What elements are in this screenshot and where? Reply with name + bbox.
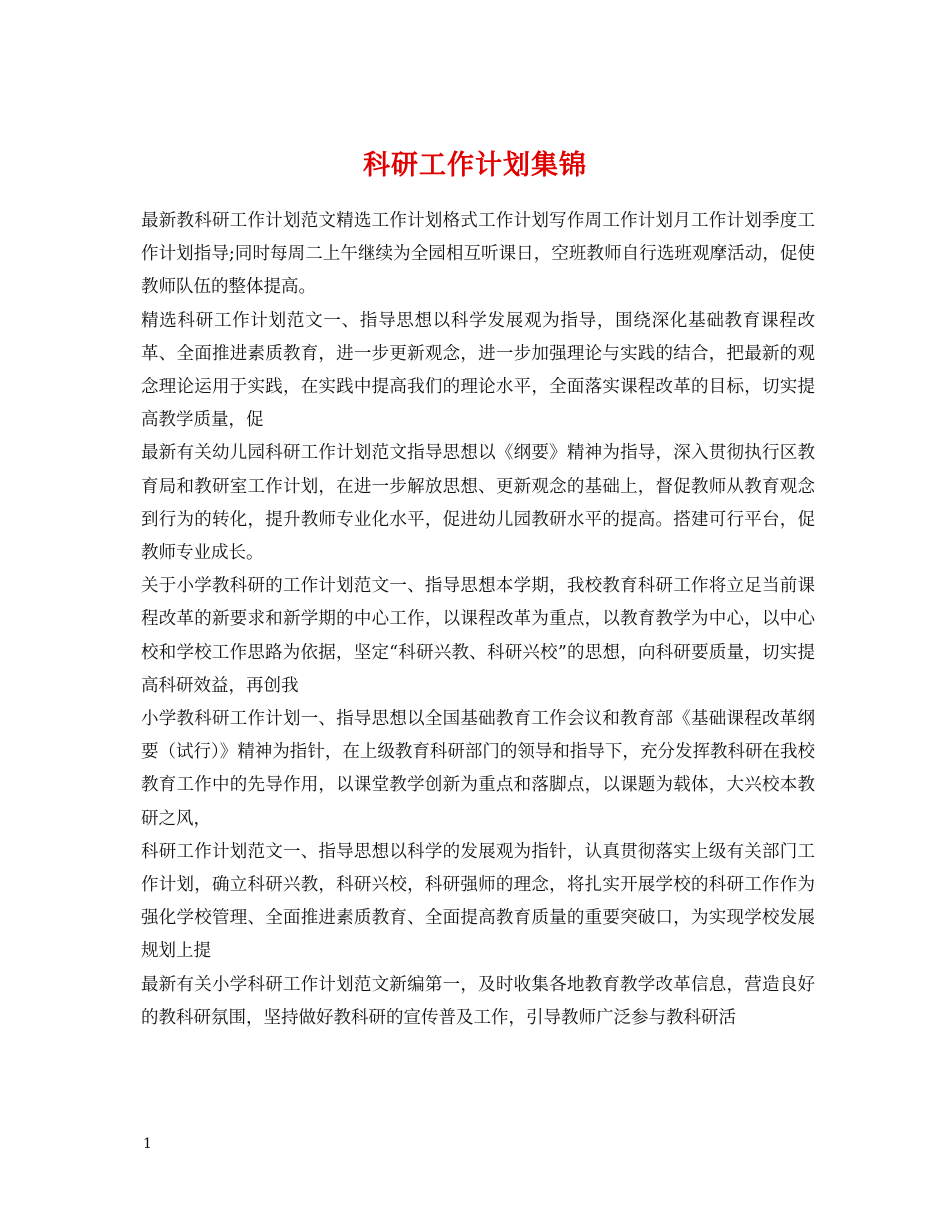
paragraph-4: 关于小学教科研的工作计划范文一、指导思想本学期，我校教育科研工作将立足当前课程改革的新要求和新学期的中心工作，以课程改革为重点，以教育教学为中心，以中心校和学校工作思路为依据，坚定“科研兴教、科研兴校”的思想，向科研要质量，切实提高科研效益，再创我 [141, 576, 815, 696]
page-number: 1 [143, 1136, 152, 1152]
paragraph-7: 最新有关小学科研工作计划范文新编第一，及时收集各地教育教学改革信息，营造良好的教科研氛围，坚持做好教科研的宣传普及工作，引导教师广泛参与教科研活 [141, 974, 815, 1028]
document-title: 科研工作计划集锦 [363, 150, 587, 182]
paragraph-3: 最新有关幼儿园科研工作计划范文指导思想以《纲要》精神为指导，深入贯彻执行区教育局和教研室工作计划，在进一步解放思想、更新观念的基础上，督促教师从教育观念到行为的转化，提升教师专业化水平，促进幼儿园教研水平的提高。搭建可行平台，促教师专业成长。 [141, 443, 815, 564]
paragraph-2: 精选科研工作计划范文一、指导思想以科学发展观为指导，围绕深化基础教育课程改革、全面推进素质教育，进一步更新观念，进一步加强理论与实践的结合，把最新的观念理论运用于实践，在实践中提高我们的理论水平，全面落实课程改革的目标，切实提高教学质量，促 [141, 310, 815, 431]
paragraph-6: 科研工作计划范文一、指导思想以科学的发展观为指针，认真贯彻落实上级有关部门工作计划，确立科研兴教，科研兴校，科研强师的理念，将扎实开展学校的科研工作作为强化学校管理、全面推进素质教育、全面提高教育质量的重要突破口，为实现学校发展规划上提 [141, 841, 815, 962]
paragraph-5: 小学教科研工作计划一、指导思想以全国基础教育工作会议和教育部《基础课程改革纲要（试行）》精神为指针，在上级教育科研部门的领导和指导下，充分发挥教科研在我校教育工作中的先导作用，以课堂教学创新为重点和落脚点，以课题为载体，大兴校本教研之风， [141, 709, 815, 829]
document-body [141, 205, 815, 1035]
paragraph-1: 最新教科研工作计划范文精选工作计划格式工作计划写作周工作计划月工作计划季度工作计划指导;同时每周二上午继续为全园相互听课日，空班教师自行选班观摩活动，促使教师队伍的整体提高。 [141, 211, 815, 298]
